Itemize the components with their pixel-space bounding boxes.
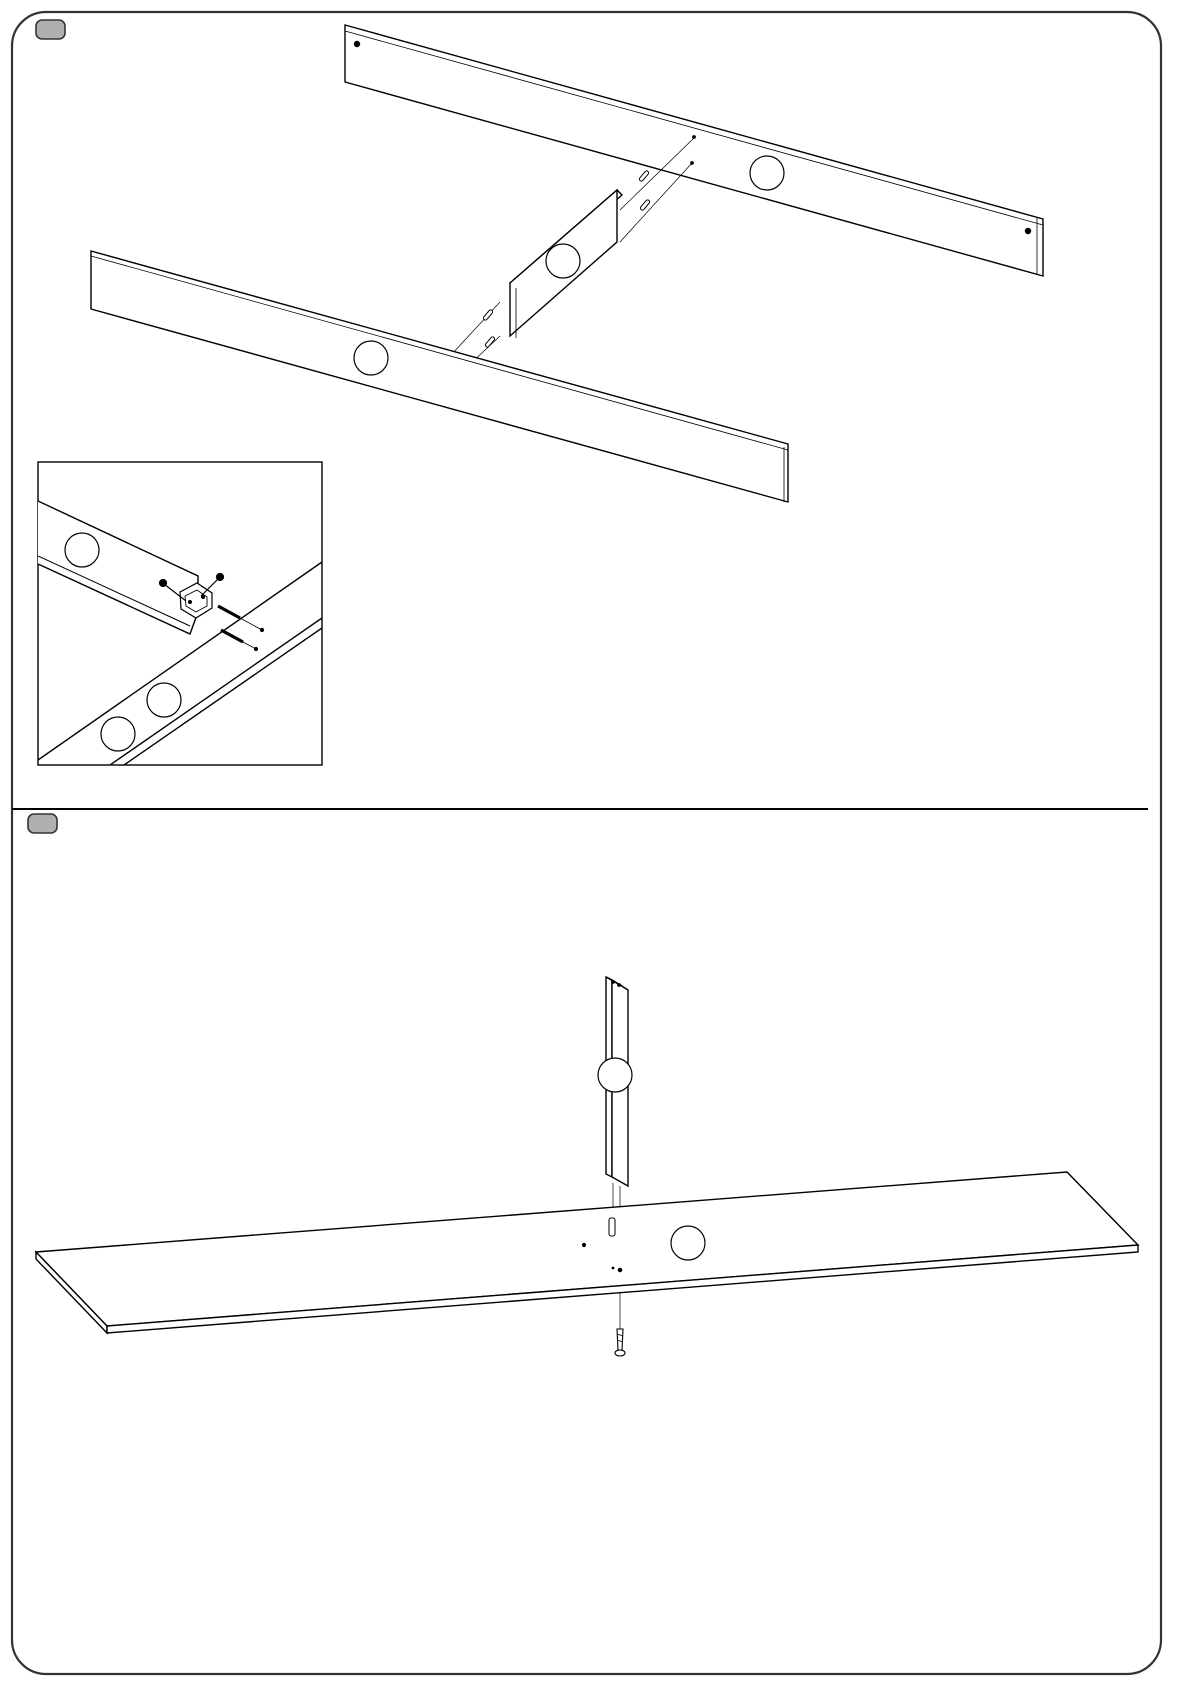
wooden-dowel: [609, 1218, 615, 1236]
part-callout: [65, 533, 99, 567]
connector-hole: [612, 1267, 615, 1270]
connector-hole: [618, 984, 620, 986]
part-callout: [147, 683, 181, 717]
connector-hole: [691, 162, 694, 165]
part-callout: [598, 1058, 632, 1092]
connector-hole: [618, 1268, 621, 1271]
part-callout: [546, 244, 580, 278]
connector-hole: [583, 1244, 586, 1247]
connector-hole: [693, 136, 696, 139]
connector-hole: [1026, 229, 1031, 234]
part-callout: [354, 341, 388, 375]
connector-hole: [612, 981, 614, 983]
connector-hole: [355, 42, 360, 47]
step-1-badge: [36, 20, 65, 39]
part-callout: [750, 156, 784, 190]
detail-inset: [38, 462, 322, 765]
step-2-badge: [28, 814, 57, 833]
part-callout: [101, 717, 135, 751]
part-callout: [671, 1226, 705, 1260]
